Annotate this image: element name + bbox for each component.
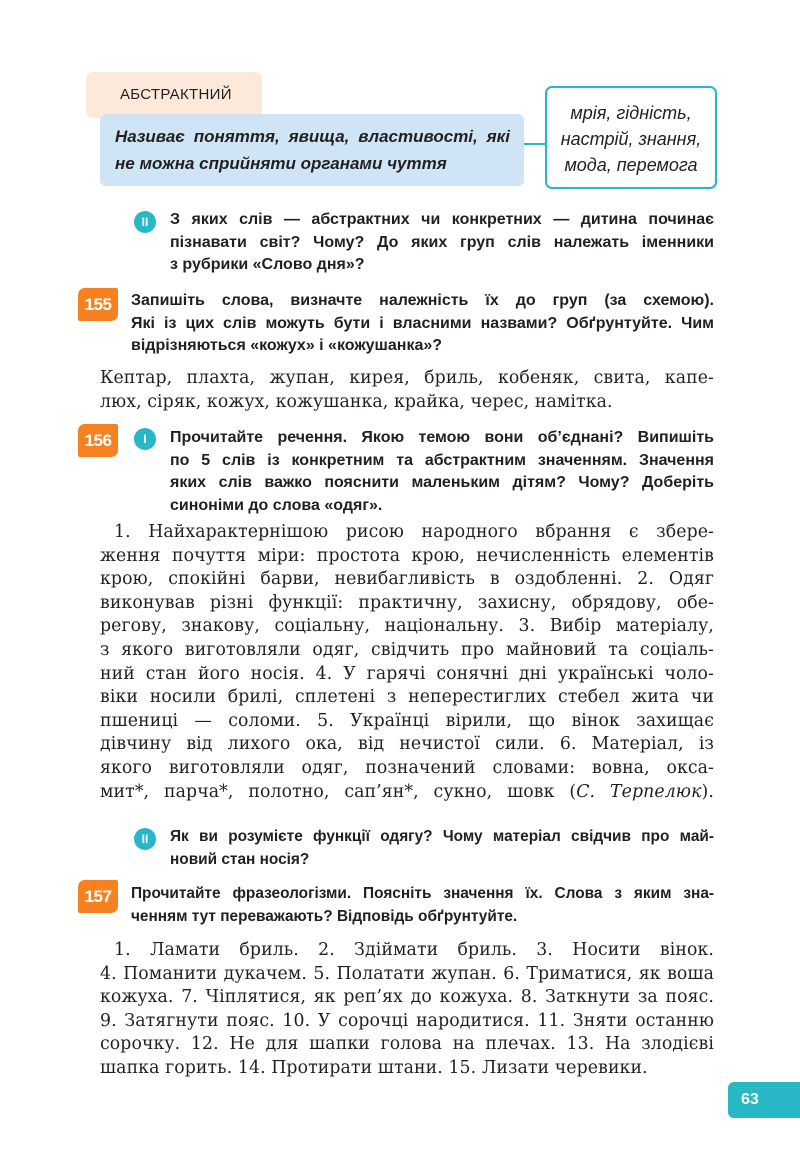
exercise-task <box>131 883 714 928</box>
text-line: ження почуття міри: простота крою, нечисленність елементів <box>100 545 714 566</box>
exercise-number-badge: 156 <box>78 424 118 457</box>
text-line: сорочку. 12. Не для шапки голова на плечах. 13. На злодієві <box>100 1034 714 1055</box>
level-badge: І <box>134 428 156 450</box>
question-text <box>170 826 714 871</box>
definition-line: Називає поняття, явища, властивості, які <box>115 127 510 146</box>
author-name: С. Терпелюк <box>576 781 702 802</box>
task-line: Прочитайте фразеологізми. Поясніть значення їх. Слова з яким зна- <box>131 885 714 902</box>
examples-box <box>545 86 717 189</box>
text-line: 1. Найхарактернішою рисою народного вбрання є збере- <box>114 522 714 542</box>
level-badge: ІІ <box>134 828 156 850</box>
examples-line: мрія, гідність, <box>570 103 692 123</box>
definition-line: не можна сприйняти органами чуття <box>115 154 447 173</box>
text-line: 9. Затягнути пояс. 10. У сорочці народитися. 11. Зняти останню <box>100 1010 714 1031</box>
examples-line: настрій, знання, <box>560 129 702 149</box>
task-line: Які із цих слів можуть бути і власними назвами? Обґрунтуйте. Чим <box>131 314 714 332</box>
question-line: З яких слів — абстрактних чи конкретних — дитина починає <box>170 211 714 228</box>
task-line: ченням тут переважають? Відповідь обґрунтуйте. <box>131 907 518 925</box>
category-tag: АБСТРАКТНИЙ <box>86 72 262 118</box>
text-line <box>100 781 714 805</box>
text-line: пшениці — соломи. 5. Українці вірили, що вінок захищає <box>100 710 714 731</box>
examples-line: мода, перемога <box>564 155 698 175</box>
task-line: по 5 слів із конкретним та абстрактним значенням. Значення <box>170 451 714 469</box>
task-line: Прочитайте речення. Якою темою вони об’єднані? Випишіть <box>170 429 714 446</box>
question-line: новий стан носія? <box>170 850 310 868</box>
text-line: кожуха. 7. Чіплятися, як реп’ях до кожуха. 8. Заткнути за пояс. <box>100 987 714 1008</box>
text-line: крою, спокійні барви, невибагливість в оздобленні. 2. Одяг <box>100 569 714 590</box>
task-line: яких слів важко пояснити маленьким дітям? Чому? Доберіть <box>170 474 714 491</box>
text-fragment: ). <box>701 781 714 802</box>
question-line: пізнавати світ? Чому? До яких груп слів належать іменники <box>170 233 714 251</box>
exercise-task <box>131 290 714 358</box>
text-line: якого виготовляли одяг, позначений словами: вовна, окса- <box>100 757 714 778</box>
text-line: 4. Поманити дукачем. 5. Полатати жупан. 6. Триматися, як воша <box>100 963 714 984</box>
question-line: з рубрики «Слово дня»? <box>170 256 365 273</box>
exercise-text <box>100 521 714 804</box>
text-line: Кептар, плахта, жупан, кирея, бриль, кобеняк, свита, капе- <box>100 368 714 388</box>
text-line: 1. Ламати бриль. 2. Здіймати бриль. 3. Носити вінок. <box>114 940 714 960</box>
text-line: виконував різні функції: практичну, захисну, обрядову, обе- <box>100 592 714 613</box>
exercise-text <box>100 367 714 414</box>
text-line: люх, сіряк, кожух, кожушанка, крайка, черес, намітка. <box>100 391 613 412</box>
task-line: Запишіть слова, визначте належність їх до груп (за схемою). <box>131 292 714 309</box>
text-line: з якого виготовляли одяг, свідчить про майновий та соціаль- <box>100 639 714 660</box>
task-line: відрізняються «кожух» і «кожушанка»? <box>131 337 443 354</box>
task-line: синоніми до слова «одяг». <box>170 496 383 514</box>
level-badge: ІІ <box>134 211 156 233</box>
text-line: регову, знакову, соціальну, національну. 3. Вибір матеріалу, <box>100 616 714 637</box>
exercise-number-badge: 155 <box>78 288 118 321</box>
page-number: 63 <box>728 1082 800 1118</box>
text-line: дівчину від лихого ока, від нечистої сили. 6. Матеріал, із <box>100 734 714 755</box>
definition-box <box>100 114 524 186</box>
exercise-task <box>170 427 714 517</box>
connector-line <box>524 143 546 145</box>
question-line: Як ви розумієте функції одягу? Чому матеріал свідчив про май- <box>170 828 714 845</box>
question-text <box>170 209 714 277</box>
text-line: шапка горить. 14. Протирати штани. 15. Лизати черевики. <box>100 1057 648 1078</box>
text-line: ний стан його носія. 4. У гарячі сонячні дні українські чоло- <box>100 663 714 684</box>
text-line: віки носили брилі, сплетені з неперестиглих стебел жита чи <box>100 687 714 708</box>
exercise-number-badge: 157 <box>78 880 118 913</box>
exercise-text <box>100 939 714 1081</box>
text-fragment: мит*, парча*, полотно, сап’ян*, сукно, шовк ( <box>100 781 577 802</box>
